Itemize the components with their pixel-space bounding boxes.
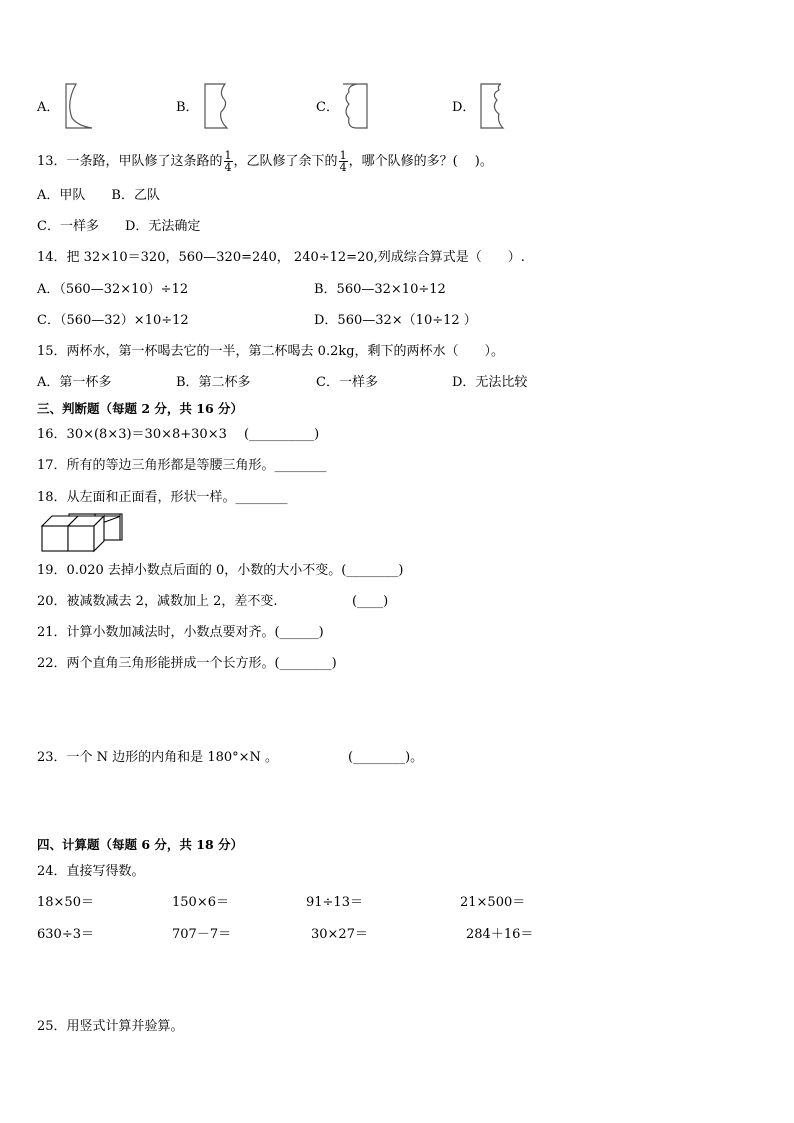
- q12-option-d-figure: [477, 82, 507, 132]
- q14-stem: 14．把 32×10＝320，560—320=240， 240÷12=20,列成综合算式是（ ）.: [37, 250, 525, 265]
- q24-item: 707－7＝: [172, 927, 232, 942]
- q15-option-b: B．第二杯多: [176, 375, 251, 390]
- section4-title: 四、计算题（每题 6 分，共 18 分）: [37, 837, 244, 852]
- q24-item: 18×50＝: [37, 895, 94, 910]
- q24-item: 284＋16＝: [466, 927, 534, 942]
- q15-option-a: A．第一杯多: [37, 375, 112, 390]
- q13-prefix: 13．一条路，甲队修了这条路的: [37, 154, 223, 169]
- q14-option-c: C．（560—32）×10÷12: [37, 313, 189, 328]
- q13-middle: ，乙队修了余下的: [233, 154, 338, 169]
- q23-blank: (________)。: [348, 750, 424, 765]
- q24-item: 630÷3＝: [37, 927, 94, 942]
- q12-option-a-label: A．: [37, 100, 60, 115]
- q15-option-c: C．一样多: [316, 375, 378, 390]
- q12-option-c-figure: [341, 82, 371, 132]
- q13-options-line2: C．一样多 D．无法确定: [37, 219, 201, 234]
- q12-option-b-figure: [201, 82, 233, 132]
- q16: 16．30×(8×3)＝30×8+30×3 (__________): [37, 427, 320, 442]
- q15-option-d: D．无法比较: [452, 375, 528, 390]
- q20: 20．被减数减去 2，减数加上 2，差不变.: [37, 594, 278, 609]
- q23: 23．一个 N 边形的内角和是 180°×N 。: [37, 750, 279, 765]
- q14-option-a: A．（560—32×10）÷12: [37, 282, 189, 297]
- q24-item: 30×27＝: [311, 927, 368, 942]
- q13-options-line1: A．甲队 B．乙队: [37, 188, 160, 203]
- q12-option-a-figure: [62, 82, 94, 132]
- q13-fraction-2: $\frac{1}{4}$: [339, 149, 347, 174]
- q24-item: 91÷13＝: [306, 895, 363, 910]
- q14-option-b: B．560—32×10÷12: [314, 282, 446, 297]
- section3-title: 三、判断题（每题 2 分，共 16 分）: [37, 401, 244, 416]
- q12-option-c-label: C．: [316, 100, 339, 115]
- q24-title: 24．直接写得数。: [37, 864, 145, 879]
- q17: 17．所有的等边三角形都是等腰三角形。________: [37, 458, 327, 473]
- q25: 25．用竖式计算并验算。: [37, 1019, 184, 1034]
- q14-option-d: D．560—32×（10÷12 ）: [314, 313, 477, 328]
- q13-suffix: ，哪个队修的多？( )。: [348, 154, 493, 169]
- q15-stem: 15．两杯水，第一杯喝去它的一半，第二杯喝去 0.2kg，剩下的两杯水（ ）。: [37, 344, 505, 359]
- q21: 21．计算小数加减法时，小数点要对齐。(______): [37, 625, 324, 640]
- q12-option-b-label: B．: [176, 100, 199, 115]
- q18: 18．从左面和正面看，形状一样。________: [37, 490, 288, 505]
- q13-fraction-1: $\frac{1}{4}$: [224, 149, 232, 174]
- q13-stem: [37, 150, 493, 173]
- q19: 19．0.020 去掉小数点后面的 0，小数的大小不变。(________): [37, 563, 404, 578]
- q24-item: 21×500＝: [460, 895, 526, 910]
- q24-item: 150×6＝: [172, 895, 229, 910]
- q18-cubes-figure: [38, 512, 128, 554]
- q12-option-d-label: D．: [452, 100, 476, 115]
- q22: 22．两个直角三角形能拼成一个长方形。(________): [37, 656, 337, 671]
- q20-blank: (____): [352, 594, 389, 609]
